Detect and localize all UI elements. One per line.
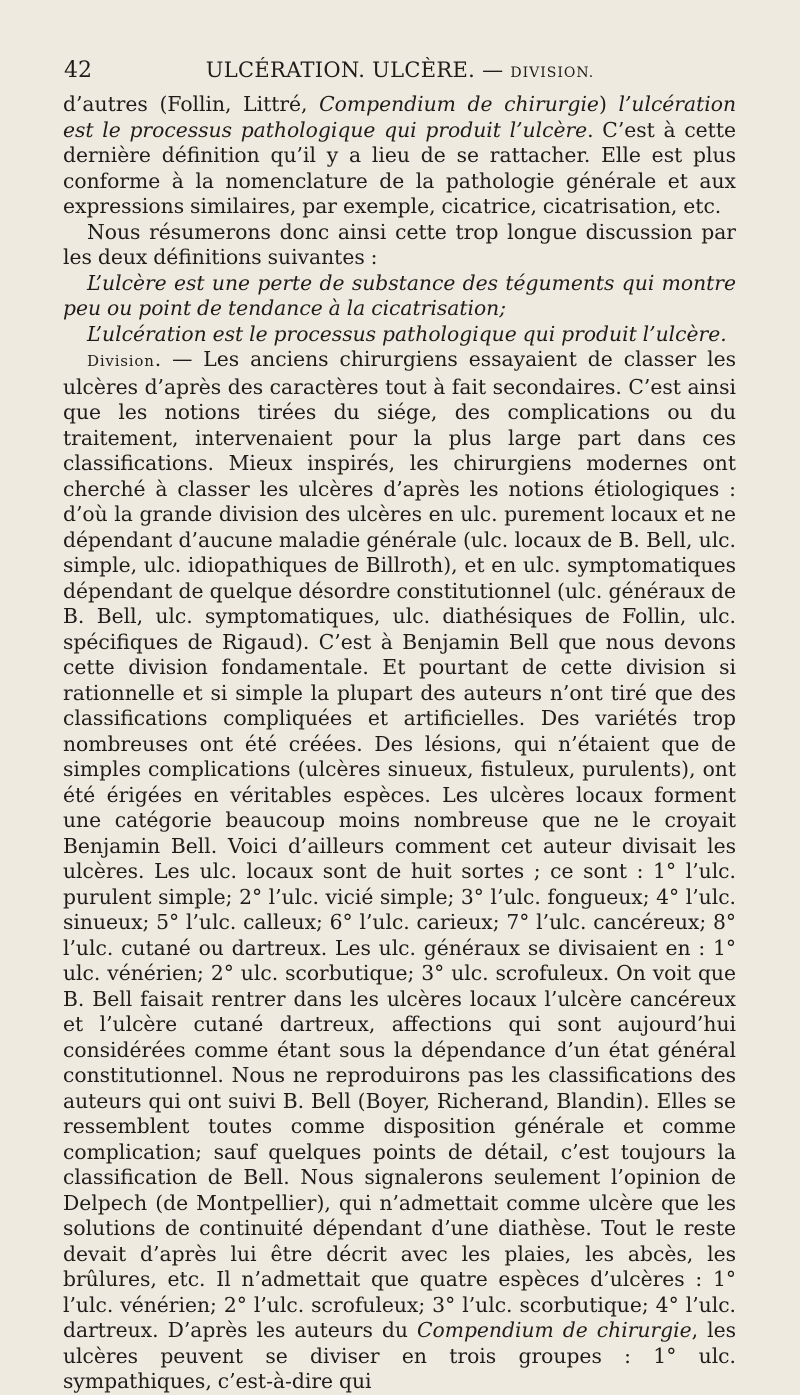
p1-text-1: d’autres (Follin, Littré, [63,92,320,116]
paragraph-2: Nous résumerons donc ainsi cette trop longue discussion par les deux définitions suivantes : [63,219,736,269]
division-text: Les anciens chirurgiens essayaient de classer les ulcères d’après des caractères tout à fait secondaires. C’est ainsi que les notions tirées du siége, des complications ou du traitement, intervenaient pour la plus large part dans ces classifications. Mieux inspirés, les chirurgiens modernes ont cherché à classer les ulcères d’après les notions étiologiques : d’où la grande division des ulcères en ulc. purement locaux et ne dépendant d’aucune maladie générale (ulc. locaux de B. Bell, ulc. simple, ulc. idiopathiques de Billroth), et en ulc. symptomatiques dépendant de quelque désordre constitutionnel (ulc. généraux de B. Bell, ulc. symptomatiques, ulc. diathésiques de Follin, ulc. spécifiques de Rigaud). C’est à Benjamin Bell que nous devons cette division fondamentale. Et pourtant de cette division si rationnelle et si simple la plupart des auteurs n’ont tiré que des classifications compliquées et artificielles. Des variétés trop nombreuses ont été créées. Des lésions, qui n’étaient que de simples complications (ulcères sinueux, fistuleux, purulents), ont été érigées en véritables espèces. Les ulcères locaux forment une catégorie beaucoup moins nombreuse que ne le croyait Benjamin Bell. Voici d’ailleurs comment cet auteur divisait les ulcères. Les ulc. locaux sont de huit sortes ; ce sont : 1° l’ulc. purulent simple; 2° l’ulc. vicié simple; 3° l’ulc. fongueux; 4° l’ulc. sinueux; 5° l’ulc. calleux; 6° l’ulc. carieux; 7° l’ulc. cancéreux; 8° l’ulc. cutané ou dartreux. Les ulc. généraux se divisaient en : 1° ulc. vénérien; 2° ulc. scorbutique; 3° ulc. scrofuleux. On voit que B. Bell faisait rentrer dans les ulcères locaux l’ulcère cancéreux et l’ulcère cutané dartreux, affections qui sont aujourd’hui considérées comme étant sous la dépendance d’un état général constitutionnel. Nous ne reproduirons pas les classifications des auteurs qui ont suivi B. Bell (Boyer, Richerand, Blandin). Elles se ressemblent toutes comme disposition générale et comme complication; sauf quelques points de détail, c’est toujours la classification de Bell. Nous signalerons seulement l’opinion de Delpech (de Montpellier), qui n’admettait comme ulcère que les solutions de continuité dépendant d’une diathèse. Tout le reste devait d’après lui être décrit avec les plaies, les abcès, les brûlures, etc. Il n’admettait que quatre espèces d’ulcères : 1° l’ulc. vénérien; 2° l’ulc. scrofuleux; 3° l’ulc. scorbutique; 4° l’ulc. dartreux. D’après les auteurs du [63,347,736,1342]
p1-italic-compendium: Compendium de chirurgie [319,92,599,116]
definition-ulcere-text: L’ulcère est une perte de substance des téguments qui montre peu ou point de tendance à la cicatrisation; [63,270,736,320]
definition-ulceration-text: L’ulcération est le processus pathologique qui produit l’ulcère. [87,321,727,346]
p1-italic-definition: l’ulcération est le processus pathologique qui produit l’ulcère [63,92,737,142]
division-dash: . — [154,347,204,371]
running-title-dash: — [475,58,511,82]
definition-ulcere [63,271,736,322]
p1-text-3: . C’est à cette dernière définition qu’il y a lieu de se rattacher. Elle est plus conforme à la nomenclature de la pathologie générale et aux expressions similaires, par exemple, cicatrice, cicatrisation, etc. [63,117,736,218]
page-number: 42 [64,58,92,83]
body-text [63,92,736,1395]
running-title-section: DIVISION. [510,65,595,81]
paragraph-1 [63,92,736,220]
running-title-main: ULCÉRATION. ULCÈRE. [205,58,476,82]
running-header [64,58,736,88]
running-title [64,58,736,82]
paragraph-division [63,347,736,1395]
division-tail: , les ulcères peuvent se diviser en trois groupes : 1° ulc. sympathiques, c’est-à-dire qui [63,1318,736,1393]
division-heading: Division [87,352,155,370]
p1-text-2: ) [598,92,619,116]
division-italic-compendium: Compendium de chirurgie [416,1318,692,1342]
definition-ulceration [63,322,736,348]
